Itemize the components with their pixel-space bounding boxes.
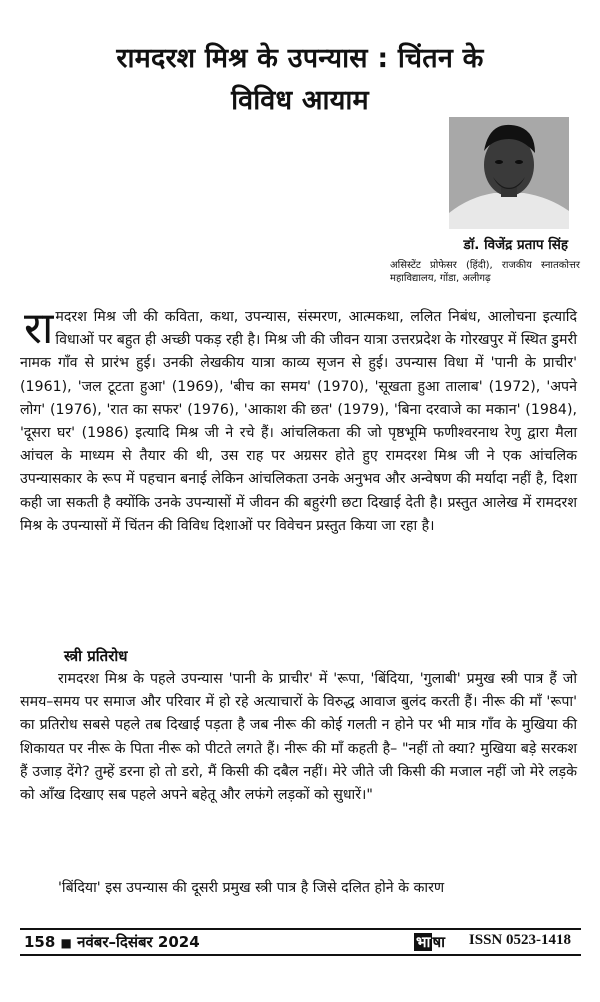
footer-left [24,932,200,952]
logo-text: षा [432,933,445,951]
square-bullet-icon: ■ [60,936,72,950]
logo-block: भा [416,933,431,951]
paragraph-bindiya: 'बिंदिया' इस उपन्यास की दूसरी प्रमुख स्त्री पात्र है जिसे दलित होने के कारण [58,880,445,896]
author-portrait-image [449,117,569,229]
paragraph-intro-text: मदरश मिश्र जी की कविता, कथा, उपन्यास, संस्मरण, आत्मकथा, ललित निबंध, आलोचना इत्यादि विधाओं पर बहुत ही अच्छी पकड़ रही है। मिश्र जी की जीवन यात्रा उत्तरप्रदेश के गोरखपुर में स्थित डुमरी नामक गाँव से प्रारंभ हुई। उनकी लेखकीय यात्रा काव्य सृजन से हुई। उपन्यास विधा में 'पानी के प्राचीर' (1961), 'जल टूटता हुआ' (1969), 'बीच का समय' (1970), 'सूखता हुआ तालाब' (1972), 'अपने लोग' (1976), 'रात का सफर' (1976), 'आकाश की छत' (1979), 'बिना दरवाजे का मकान' (1984), 'दूसरा घर' (1986) इत्यादि मिश्र जी ने रचे हैं। आंचलिकता की जो पृष्ठभूमि फणीश्वरनाथ रेणु द्वारा मैला आंचल के माध्यम से तैयार की थी, उस राह पर अग्रसर होते हुए रामदरश मिश्र जी ने एक आंचलिक उपन्यासकार के रूप में पहचान बनाई लेकिन आंचलिकता उनके अनुभव और अन्वेषण की मर्यादा नहीं है, दिशा कही जा सकती है क्योंकि उनके उपन्यासों में जीवन की बहुरंगी छटा दिखाई देती है। प्रस्तुत आलेख में रामदरश मिश्र के उपन्यासों में चिंतन की विविध दिशाओं पर विवेचन प्रस्तुत किया जा रहा है। [20,309,577,534]
author-photo [449,117,569,229]
title-line-2: विविध आयाम [231,85,369,116]
article-title [20,38,580,122]
page-number: 158 [24,933,56,951]
paragraph-intro [20,303,577,538]
section-heading: स्त्री प्रतिरोध [64,647,128,665]
title-line-1: रामदरश मिश्र के उपन्यास : चिंतन के [116,43,484,74]
journal-logo [414,932,445,952]
drop-cap: रा [24,303,52,354]
paragraph-resistance: रामदरश मिश्र के पहले उपन्यास 'पानी के प्राचीर' में 'रूपा, 'बिंदिया, 'गुलाबी' प्रमुख स्त्री पात्र हैं जो समय–समय पर समाज और परिवार में हो रहे अत्याचारों के विरुद्ध आवाज बुलंद करती हैं। नीरू की माँ 'रूपा' का प्रतिरोध सबसे पहले तब दिखाई पड़ता है जब नीरू की कोई गलती न होने पर भी मात्र गाँव के मुखिया की शिकायत पर नीरू के पिता नीरू को पीटते लगते हैं। नीरू की माँ कहती है– "नहीं तो क्या? मुखिया बड़े सरकश हैं उजाड़ देंगे? तुम्हें डरना हो तो डरो, मैं किसी की दबैल नहीं। मेरे जीते जी किसी की मजाल नहीं जो मेरे लड़के को आँख दिखाए सब पहले अपने बहेतू और लफंगे लड़कों को सुधारें।" [20,671,577,804]
author-name: डॉ. विजेंद्र प्रताप सिंह [463,237,568,253]
issue-date: नवंबर–दिसंबर 2024 [77,933,200,951]
issn-number: ISSN 0523-1418 [468,932,571,948]
page-footer [20,928,581,956]
author-affiliation: असिस्टेंट प्रोफेसर (हिंदी), राजकीय स्नातकोत्तर महाविद्यालय, गोंडा, अलीगढ़ [390,260,580,284]
